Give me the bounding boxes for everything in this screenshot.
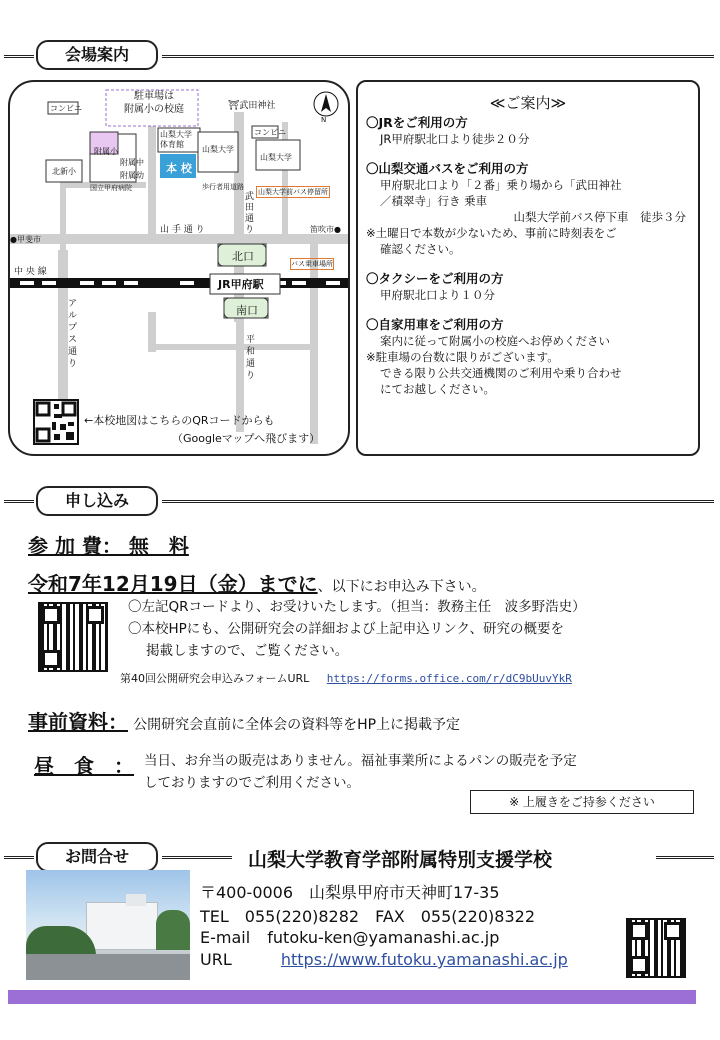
map-label-chuo: 中 央 線 [14,267,47,277]
access-info-panel [356,80,700,456]
shoes-note: ※ 上履きをご持参ください [470,790,694,814]
north-arrow-icon: N [321,116,327,124]
info-car-note1: ※駐車場の台数に限りがございます。 [366,350,559,364]
info-jr-text: JR甲府駅北口より徒歩２０分 [380,132,530,146]
pre-material-text: 公開研究会直前に全体会の資料等をHP上に掲載予定 [133,717,461,733]
map-label-pedestrian: 歩行者用道路 [202,183,244,191]
email-label: E-mail [200,928,251,947]
form-url-link[interactable]: https://forms.office.com/r/dC9bUuvYkR [326,672,572,685]
fee-line: 参 加 費： 無 料 [28,534,189,558]
apply-qr-code[interactable] [38,602,108,672]
info-taxi-heading: 〇タクシーをご利用の方 [366,271,504,286]
contact-qr-code[interactable] [626,918,686,978]
info-bus-note2: 確認ください。 [380,242,461,256]
map-label-bus-hall: バス乗車場所 [291,260,333,268]
lunch-text2: しておりますのでご利用ください。 [144,775,360,791]
email-value[interactable]: futoku-ken@yamanashi.ac.jp [267,928,500,947]
venue-section-title: 会場案内 [36,40,158,70]
info-title: ≪ご案内≫ [489,94,567,112]
access-map [8,80,350,456]
info-jr-heading: 〇JRをご利用の方 [366,115,468,130]
map-label-kai: ●甲斐市 [10,235,41,244]
map-label-station: JR甲府駅 [218,278,264,291]
deadline-rest: 、以下にお申込み下さい。 [317,579,486,595]
map-label-kitaguchi: 北口 [232,250,254,263]
contact-tel-fax: TEL 055(220)8282 FAX 055(220)8322 [200,907,536,926]
deadline-line [28,568,486,597]
contact-email-row [200,928,499,947]
venue-rule-left [4,55,34,58]
map-label-shrine: ⛩武田神社 [228,101,276,111]
map-qr-code [34,400,78,444]
map-label-fuefuki: 笛吹市● [310,225,341,234]
info-bus-heading: 〇山梨交通バスをご利用の方 [366,161,529,176]
map-label-heiwa: 平和通り [246,335,256,381]
map-label-yamate: 山 手 通 り [160,225,205,235]
info-bus-text1: 甲府駅北口より「２番」乗り場から「武田神社 [380,178,622,192]
apply-line2: 〇本校HPにも、公開研究会の詳細および上記申込リンク、研究の概要を [128,621,564,637]
map-label-minamiguchi: 南口 [236,304,258,317]
pre-material-heading: 事前資料： [28,710,128,734]
school-photo [26,870,190,980]
contact-rule-mid [162,856,232,859]
info-car-note2: できる限り公共交通機関のご利用や乗り合わせ [380,366,622,380]
info-bus-note1: ※土曜日で本数が少ないため、事前に時刻表をご [366,226,617,240]
map-label-takeda: 武田通り [245,192,255,235]
map-label-fuzoku-sho: 附属小 [94,147,118,156]
info-bus-text2: ／積翠寺」行き 乗車 [380,194,488,208]
map-label-bus-stop: 山梨大学前バス停留所 [258,188,328,196]
lunch-text1: 当日、お弁当の販売はありません。福祉事業所によるパンの販売を予定 [144,753,577,769]
pre-material [28,706,460,735]
map-label-fuzoku-yo: 附属幼 [120,171,144,180]
map-qr-note2: （Googleマップへ飛びます） [172,432,321,445]
contact-url-row [200,950,568,969]
map-label-yamanashi2: 山梨大学 [260,153,292,162]
info-car-heading: 〇自家用車をご利用の方 [366,317,504,332]
map-qr-note: ←本校地図はこちらのQRコードからも [84,414,275,427]
school-name: 山梨大学教育学部附属特別支援学校 [248,849,553,871]
contact-rule-left [4,856,34,859]
apply-line3: 掲載しますので、ご覧ください。 [146,643,349,659]
apply-line1: 〇左記QRコードより、お受けいたします。（担当：教務主任 波多野浩史） [128,599,586,615]
info-car-note3: にてお越しください。 [380,382,495,396]
map-label-hospital: 国立甲府病院 [90,184,132,192]
map-label-conv2: コンビニ [254,128,286,137]
apply-section-title: 申し込み [36,486,158,516]
map-label-conv1: コンビニ [50,104,82,113]
map-label-honko: 本 校 [166,162,192,175]
lunch-heading: 昼 食 ： [34,754,134,778]
deadline-date: 令和7年12月19日（金）までに [28,572,318,596]
map-label-alps: アルプス通り [68,299,78,369]
map-label-yamanashi1: 山梨大学 [202,145,234,154]
map-label-kitashin: 北新小 [52,167,76,176]
apply-rule-left [4,500,34,503]
contact-address: 〒400-0006 山梨県甲府市天神町17-35 [200,883,500,902]
apply-rule-right [162,500,714,503]
info-bus-text3: 山梨大学前バス停下車 徒歩３分 [513,210,686,224]
footer-accent-bar [8,990,696,1004]
contact-section-title: お問合せ [36,842,158,872]
venue-rule-right [162,55,714,58]
map-label-gym: 山梨大学 体育館 [160,130,192,149]
form-url-line [120,670,572,686]
info-taxi-text: 甲府駅北口より１０分 [380,288,495,302]
contact-rule-right [656,856,714,859]
url-label: URL [200,950,232,969]
form-url-label: 第40回公開研究会申込みフォームURL [120,672,310,685]
map-label-parking: 駐車場は 附属小の校庭 [124,91,184,115]
info-car-text: 案内に従って附属小の校庭へお停めください [380,334,610,348]
map-label-fuzoku-chu: 附属中 [120,158,144,167]
url-link[interactable]: https://www.futoku.yamanashi.ac.jp [280,950,568,969]
